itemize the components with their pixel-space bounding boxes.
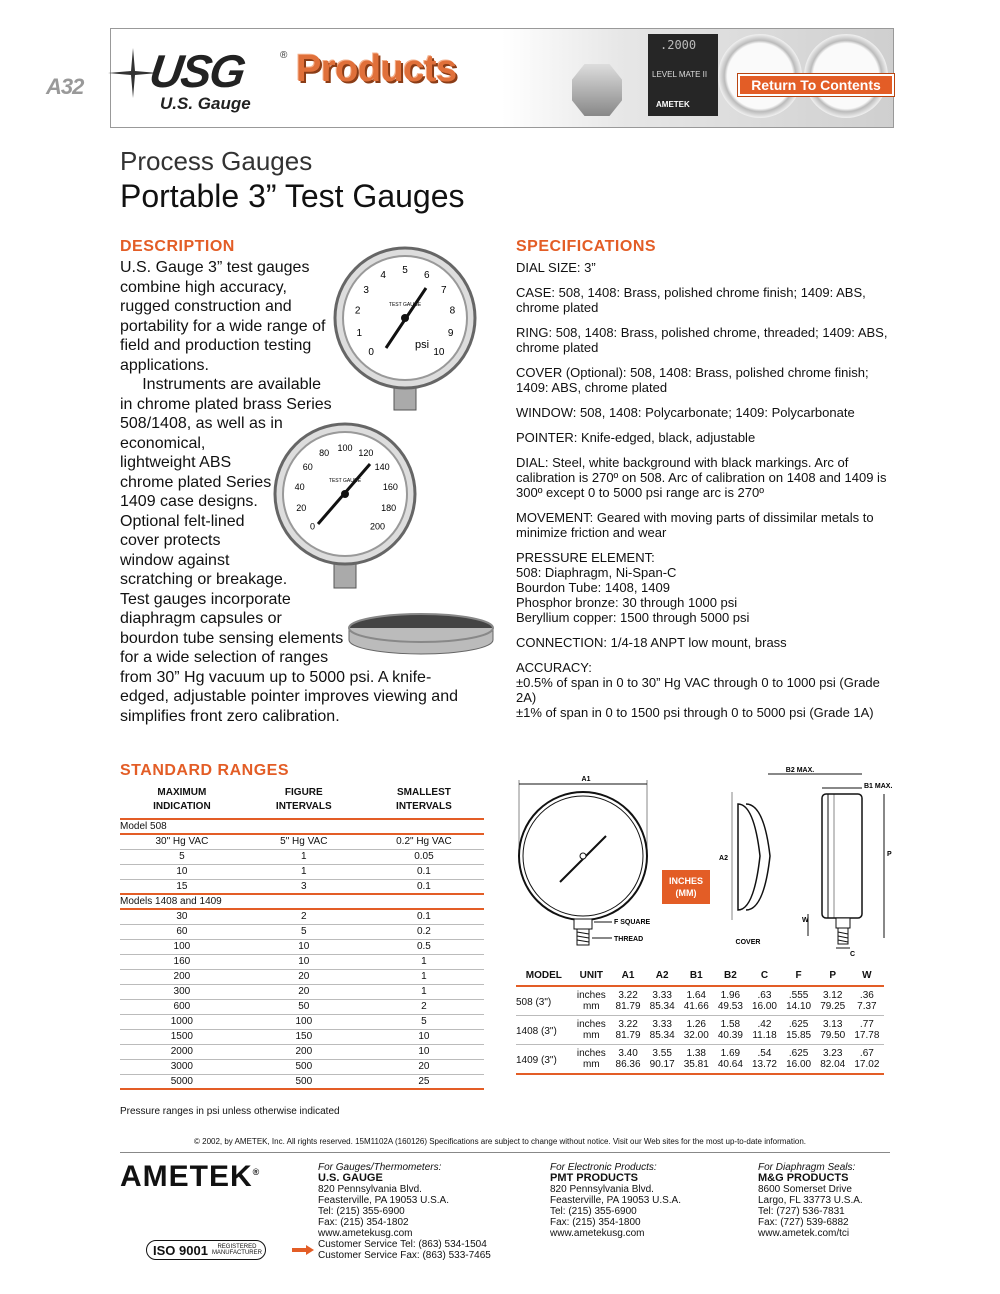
description-line: for a wide selection of ranges <box>120 649 329 666</box>
table-cell: 10 <box>244 939 364 954</box>
contact-caption: For Electronic Products: <box>550 1162 657 1173</box>
table-cell: 150 <box>244 1029 364 1044</box>
table-cell: 90.17 <box>645 1059 679 1074</box>
table-cell: 30" Hg VAC <box>120 834 244 849</box>
dial-number: 80 <box>319 448 330 458</box>
table-cell: 15.85 <box>782 1030 816 1045</box>
contact-line: 820 Pennsylvania Blvd. <box>550 1184 654 1195</box>
contact-company: U.S. GAUGE <box>318 1172 383 1184</box>
table-cell: 79.25 <box>816 1001 850 1016</box>
description-line: chrome plated Series <box>120 473 272 491</box>
table-cell: 3.22 <box>618 1019 638 1030</box>
units-label: INCHES (MM) <box>668 876 703 898</box>
table-cell: 0.2" Hg VAC <box>364 834 484 849</box>
contact-line: 820 Pennsylvania Blvd. <box>318 1184 422 1195</box>
column-header: MAXIMUM INDICATION <box>120 786 244 819</box>
contact-mg-products <box>758 1162 863 1239</box>
description-line: economical, <box>120 434 206 452</box>
page-title: Portable 3” Test Gauges <box>120 178 465 214</box>
table-cell: 85.34 <box>645 1001 679 1016</box>
description-line: bourdon tube sensing elements <box>120 629 344 647</box>
table-cell: 10 <box>364 1029 484 1044</box>
table-cell: 30 <box>120 909 244 924</box>
dimension-label: C <box>850 951 856 958</box>
column-header: FIGURE INTERVALS <box>244 786 364 819</box>
dial-number: 180 <box>381 503 397 514</box>
dial-number: 6 <box>424 270 430 282</box>
table-cell: 1.26 <box>686 1019 706 1030</box>
spec-item: DIAL SIZE: 3” <box>516 260 596 275</box>
table-cell: 35.81 <box>679 1059 713 1074</box>
column-header: SMALLEST INTERVALS <box>364 786 484 819</box>
contact-line: Fax: (215) 354-1800 <box>550 1217 641 1228</box>
table-cell: 3.55 <box>652 1048 672 1059</box>
dial-number: 100 <box>337 443 353 453</box>
table-row <box>516 1030 884 1045</box>
table-cell: 32.00 <box>679 1030 713 1045</box>
table-cell: 25 <box>364 1074 484 1089</box>
table-cell: .42 <box>757 1019 772 1030</box>
logo-subtitle: U.S. Gauge <box>160 94 251 113</box>
gauge-0-200-image <box>270 420 420 590</box>
spec-item: CONNECTION: 1/4-18 ANPT low mount, brass <box>516 635 787 650</box>
device-label: LEVEL MATE II <box>652 70 708 79</box>
ametek-logo-text: AMETEK <box>120 1160 253 1193</box>
table-cell: 200 <box>120 969 244 984</box>
table-row <box>120 864 484 879</box>
gauge-face-label: TEST GAUGE <box>328 478 362 484</box>
table-cell: .67 <box>859 1048 874 1059</box>
unit-label: inches <box>576 1048 606 1059</box>
gauge-unit-label: psi <box>414 339 430 351</box>
table-cell: 60 <box>120 924 244 939</box>
group-label: Models 1408 and 1409 <box>120 894 484 909</box>
contact-line: Tel: (215) 355-6900 <box>550 1206 637 1217</box>
spec-item: MOVEMENT: Geared with moving parts of dissimilar metals to minimize friction and wear <box>516 510 874 540</box>
table-cell: 86.36 <box>611 1059 645 1074</box>
table-cell: 200 <box>244 1044 364 1059</box>
spec-item: POINTER: Knife-edged, black, adjustable <box>516 430 756 445</box>
table-row <box>120 954 484 969</box>
column-header: A2 <box>645 966 679 986</box>
contact-company: PMT PRODUCTS <box>550 1172 638 1184</box>
device-lcd-display: .2000 <box>660 38 697 52</box>
spec-item: WINDOW: 508, 1408: Polycarbonate; 1409: Polycarbonate <box>516 405 855 420</box>
table-row <box>120 969 484 984</box>
gauge-0-10-psi-image <box>330 244 480 414</box>
table-cell: .77 <box>859 1019 874 1030</box>
description-line: Instruments are available <box>120 376 321 393</box>
table-cell: 3.23 <box>822 1048 843 1059</box>
contact-company: M&G PRODUCTS <box>758 1172 849 1184</box>
table-cell: 3.33 <box>652 990 672 1001</box>
unit-label: inches <box>576 1019 606 1030</box>
dial-number: 120 <box>358 448 374 458</box>
table-cell: 3000 <box>120 1059 244 1074</box>
footer-divider <box>120 1152 890 1153</box>
gauge-face-label: TEST GAUGE <box>388 302 422 308</box>
unit-label: mm <box>572 1059 611 1074</box>
description-line: Test gauges incorporate <box>120 590 291 608</box>
table-cell: 500 <box>244 1074 364 1089</box>
table-cell: 5 <box>120 849 244 864</box>
iso-label: ISO 9001 <box>153 1242 208 1258</box>
table-cell: 82.04 <box>816 1059 850 1074</box>
table-cell: 41.66 <box>679 1001 713 1016</box>
table-cell: 1 <box>364 954 484 969</box>
table-cell: .36 <box>859 990 874 1001</box>
column-header: MODEL <box>516 966 572 986</box>
contact-pmt-products <box>550 1162 681 1239</box>
dial-number: 5 <box>402 265 408 276</box>
model-name: 1408 (3") <box>516 1016 572 1045</box>
description-line: from 30” Hg vacuum up to 5000 psi. A knife- <box>120 668 432 686</box>
description-line: cover protects <box>120 532 221 549</box>
table-cell: 1 <box>364 984 484 999</box>
logo-registered-mark: ® <box>252 1167 261 1177</box>
table-cell: 1.38 <box>686 1048 706 1059</box>
contact-line: 8600 Somerset Drive <box>758 1184 852 1195</box>
column-header: P <box>816 966 850 986</box>
table-row <box>516 1059 884 1074</box>
column-header: W <box>850 966 884 986</box>
table-cell: 0.1 <box>364 879 484 894</box>
table-row <box>120 849 484 864</box>
specifications-list <box>516 260 896 730</box>
dial-number: 2 <box>354 305 361 317</box>
column-header: B1 <box>679 966 713 986</box>
dimension-label: A1 <box>581 776 591 783</box>
table-row <box>120 1014 484 1029</box>
table-cell: .625 <box>788 1048 809 1059</box>
contact-caption: For Gauges/Thermometers: <box>318 1162 442 1173</box>
ametek-logo <box>120 1160 260 1194</box>
dimension-label: B1 MAX. <box>864 783 893 790</box>
table-cell: 49.53 <box>713 1001 747 1016</box>
description-line: portability for a wide range of <box>120 317 326 335</box>
contact-line: Tel: (215) 355-6900 <box>318 1206 405 1217</box>
table-cell: 10 <box>244 954 364 969</box>
description-line: field and production testing <box>120 337 312 354</box>
dial-number: 1 <box>356 327 363 339</box>
description-line: scratching or breakage. <box>120 571 288 588</box>
description-line: simplifies front zero calibration. <box>120 707 340 725</box>
table-cell: 1500 <box>120 1029 244 1044</box>
logo-registered-mark: ® <box>280 50 288 61</box>
description-line: 1409 case designs. <box>120 493 258 510</box>
table-row <box>120 879 484 894</box>
table-row <box>516 1045 884 1060</box>
description-line: lightweight ABS <box>120 454 232 471</box>
description-line: window against <box>120 551 230 569</box>
contact-line: Largo, FL 33773 U.S.A. <box>758 1195 863 1206</box>
spec-item: ACCURACY: ±0.5% of span in 0 to 30” Hg VAC through 0 to 1000 psi (Grade 2A) ±1% of span in 0 to 1500 psi through 0 to 5000 psi (Grade 1A) <box>516 660 880 720</box>
table-cell: 1 <box>244 864 364 879</box>
dimension-diagram <box>510 764 900 964</box>
dial-number: 10 <box>433 346 445 358</box>
contact-line: Customer Service Fax: (863) 533-7465 <box>318 1250 491 1261</box>
contact-line: Feasterville, PA 19053 U.S.A. <box>550 1195 681 1206</box>
description-line: edged, adjustable pointer improves viewing and <box>120 688 458 705</box>
table-cell: 16.00 <box>782 1059 816 1074</box>
usg-logo: USG <box>146 45 248 97</box>
contact-us-gauge <box>318 1162 491 1261</box>
contact-line: Fax: (727) 539-6882 <box>758 1217 849 1228</box>
dimension-label: A2 <box>719 855 728 862</box>
device-brand: AMETEK <box>656 100 690 109</box>
table-cell: 500 <box>244 1059 364 1074</box>
table-cell: 1.69 <box>720 1048 741 1059</box>
table-cell: .54 <box>757 1048 772 1059</box>
table-cell: 11.18 <box>747 1030 781 1045</box>
dial-number: 0 <box>368 346 374 358</box>
dial-number: 40 <box>294 481 305 492</box>
description-line: combine high accuracy, <box>120 278 287 296</box>
dial-number: 0 <box>309 521 316 532</box>
dimension-label: P <box>887 851 892 858</box>
column-header: UNIT <box>572 966 611 986</box>
table-cell: 5 <box>244 924 364 939</box>
dial-number: 60 <box>302 462 313 472</box>
table-cell: 5" Hg VAC <box>244 834 364 849</box>
table-cell: 20 <box>364 1059 484 1074</box>
table-cell: 1.58 <box>720 1019 741 1030</box>
dimension-label: COVER <box>735 939 761 946</box>
table-cell: 20 <box>244 984 364 999</box>
table-cell: 3.13 <box>822 1019 843 1030</box>
table-row <box>120 924 484 939</box>
description-line: diaphragm capsules or <box>120 610 282 627</box>
dial-number: 3 <box>363 284 369 296</box>
table-cell: 81.79 <box>611 1001 645 1016</box>
table-cell: 2000 <box>120 1044 244 1059</box>
dial-number: 160 <box>382 481 398 492</box>
gauge-cover-image <box>346 608 496 658</box>
arrow-right-icon <box>292 1245 314 1255</box>
table-cell: 79.50 <box>816 1030 850 1045</box>
dial-number: 8 <box>449 305 456 317</box>
spec-item: RING: 508, 1408: Brass, polished chrome, threaded; 1409: ABS, chrome plated <box>516 325 888 355</box>
table-row <box>120 984 484 999</box>
table-cell: 0.2 <box>364 924 484 939</box>
table-row <box>120 1044 484 1059</box>
table-cell: 0.1 <box>364 909 484 924</box>
table-cell: 2 <box>244 909 364 924</box>
table-cell: 1 <box>364 969 484 984</box>
column-header: B2 <box>713 966 747 986</box>
table-row <box>120 1029 484 1044</box>
table-cell: 600 <box>120 999 244 1014</box>
table-row <box>516 1016 884 1031</box>
page-number: A32 <box>46 74 84 99</box>
table-cell: 2 <box>364 999 484 1014</box>
table-cell: .625 <box>788 1019 809 1030</box>
table-cell: 1 <box>244 849 364 864</box>
fitting-image <box>572 64 622 116</box>
column-header: A1 <box>611 966 645 986</box>
dial-number: 9 <box>447 327 454 339</box>
contact-line: www.ametek.com/tci <box>758 1228 850 1239</box>
table-cell: 17.02 <box>850 1059 884 1074</box>
spec-item: PRESSURE ELEMENT: 508: Diaphragm, Ni-Span-C Bourdon Tube: 1408, 1409 Phosphor bronze: 30 through 1000 psi Beryllium copper: 1500 through 5000 psi <box>516 550 750 625</box>
return-to-contents-button[interactable]: Return To Contents <box>738 74 894 96</box>
table-cell: 1.96 <box>720 990 741 1001</box>
unit-label: mm <box>572 1001 611 1016</box>
table-cell: 3.40 <box>618 1048 638 1059</box>
table-cell: 10 <box>364 1044 484 1059</box>
table-row <box>120 1074 484 1089</box>
ranges-footnote: Pressure ranges in psi unless otherwise indicated <box>120 1106 340 1117</box>
table-cell: 17.78 <box>850 1030 884 1045</box>
table-row <box>120 909 484 924</box>
contact-line: www.ametekusg.com <box>318 1228 413 1239</box>
table-cell: 50 <box>244 999 364 1014</box>
table-cell: 1.64 <box>686 990 706 1001</box>
table-cell: 40.39 <box>713 1030 747 1045</box>
spec-item: CASE: 508, 1408: Brass, polished chrome finish; 1409: ABS, chrome plated <box>516 285 866 315</box>
standard-ranges-table <box>120 786 484 1090</box>
table-row <box>120 999 484 1014</box>
dimension-label: B2 MAX. <box>785 767 815 774</box>
copyright-notice: © 2002, by AMETEK, Inc. All rights reserved. 15M1102A (160126) Specifications are subject to change without notice. Visit our Web sites for the most up-to-date information. <box>194 1137 806 1146</box>
spec-item: COVER (Optional): 508, 1408: Brass, polished chrome finish; 1409: ABS, chrome plated <box>516 365 869 395</box>
dimensions-table <box>516 966 884 1075</box>
table-cell: 5 <box>364 1014 484 1029</box>
table-cell: .63 <box>757 990 772 1001</box>
specifications-heading: SPECIFICATIONS <box>516 238 657 255</box>
column-header: C <box>747 966 781 986</box>
table-cell: 0.05 <box>364 849 484 864</box>
unit-label: inches <box>576 990 606 1001</box>
table-cell: 10 <box>120 864 244 879</box>
dial-number: 7 <box>441 284 447 296</box>
contact-line: Tel: (727) 536-7831 <box>758 1206 845 1217</box>
contact-caption: For Diaphragm Seals: <box>758 1162 856 1173</box>
table-cell: 5000 <box>120 1074 244 1089</box>
dial-number: 140 <box>374 462 390 472</box>
table-cell: 3.33 <box>652 1019 672 1030</box>
dimension-label: F SQUARE <box>614 919 651 926</box>
table-cell: 0.1 <box>364 864 484 879</box>
dial-number: 200 <box>369 521 386 532</box>
table-cell: 20 <box>244 969 364 984</box>
table-cell: 3.22 <box>618 990 638 1001</box>
contact-line: Customer Service Tel: (863) 534-1504 <box>318 1239 487 1250</box>
contact-line: www.ametekusg.com <box>550 1228 645 1239</box>
model-name: 1409 (3") <box>516 1045 572 1075</box>
description-line: U.S. Gauge 3” test gauges <box>120 259 310 276</box>
table-row <box>120 834 484 849</box>
description-line: 508/1408, as well as in <box>120 415 283 432</box>
dimension-label: THREAD <box>614 936 644 943</box>
standard-ranges-heading: STANDARD RANGES <box>120 762 289 779</box>
description-line: Optional felt-lined <box>120 512 245 530</box>
table-cell: 100 <box>120 939 244 954</box>
table-cell: 81.79 <box>611 1030 645 1045</box>
column-header: F <box>782 966 816 986</box>
table-cell: 15 <box>120 879 244 894</box>
iso-sublabel: REGISTERED MANUFACTURER <box>211 1244 262 1256</box>
table-cell: 7.37 <box>850 1001 884 1016</box>
table-cell: 0.5 <box>364 939 484 954</box>
description-heading: DESCRIPTION <box>120 238 235 255</box>
dial-number: 20 <box>296 503 307 514</box>
table-row <box>516 986 884 1001</box>
table-cell: 13.72 <box>747 1059 781 1074</box>
table-cell: 3 <box>244 879 364 894</box>
table-row <box>120 1059 484 1074</box>
description-line: in chrome plated brass Series <box>120 395 332 413</box>
contact-line: Fax: (215) 354-1802 <box>318 1217 409 1228</box>
table-cell: 40.64 <box>713 1059 747 1074</box>
description-line: rugged construction and <box>120 298 292 315</box>
dial-number: 4 <box>380 270 386 282</box>
table-cell: .555 <box>788 990 809 1001</box>
table-cell: 14.10 <box>782 1001 816 1016</box>
model-name: 508 (3") <box>516 986 572 1016</box>
table-row <box>516 1001 884 1016</box>
unit-label: mm <box>572 1030 611 1045</box>
contact-line: Feasterville, PA 19053 U.S.A. <box>318 1195 449 1206</box>
dimension-label: W <box>802 917 809 924</box>
iso-9001-badge <box>146 1240 266 1260</box>
products-wordmark: Products <box>296 48 457 90</box>
table-cell: 160 <box>120 954 244 969</box>
table-cell: 1000 <box>120 1014 244 1029</box>
group-label: Model 508 <box>120 819 484 834</box>
table-cell: 16.00 <box>747 1001 781 1016</box>
spec-item: DIAL: Steel, white background with black markings. Arc of calibration is 270º on 508. Arc of calibration on 1408 and 1409 is 300º except 0 to 5000 psi range arc is 270º <box>516 455 887 500</box>
units-box <box>662 870 710 904</box>
table-cell: 300 <box>120 984 244 999</box>
table-cell: 100 <box>244 1014 364 1029</box>
category-title: Process Gauges <box>120 146 313 176</box>
table-cell: 85.34 <box>645 1030 679 1045</box>
table-cell: 3.12 <box>822 990 843 1001</box>
table-row <box>120 939 484 954</box>
description-line: applications. <box>120 356 209 374</box>
